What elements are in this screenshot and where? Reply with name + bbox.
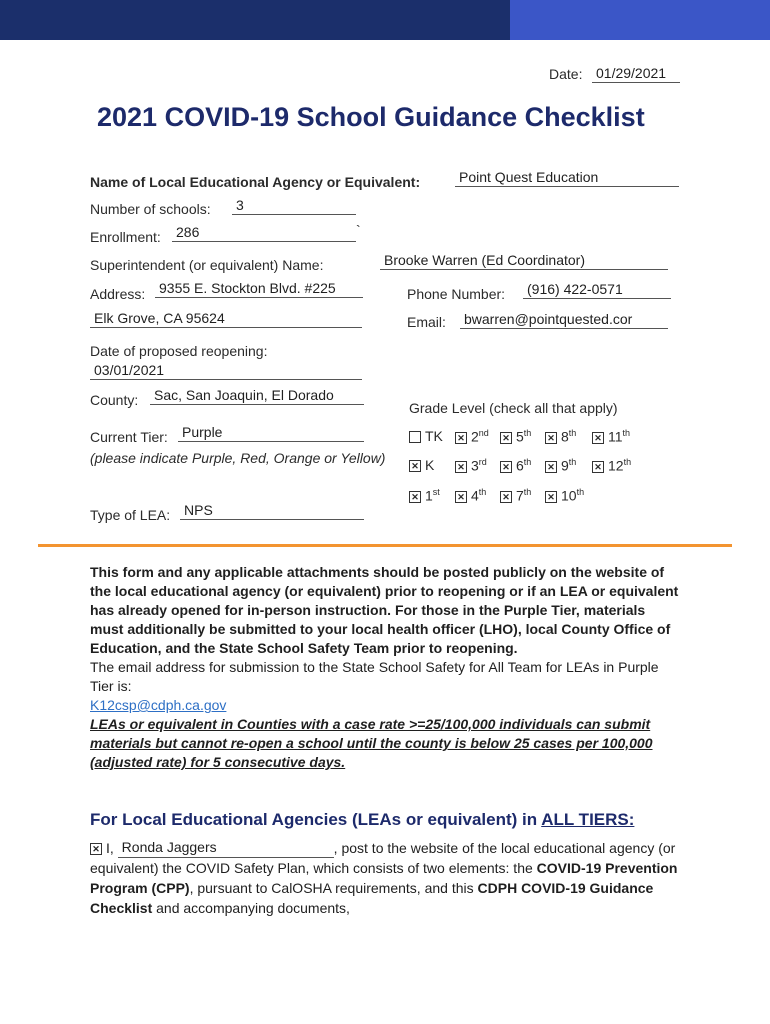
enrollment-label: Enrollment: (90, 229, 161, 245)
section-divider (38, 544, 732, 547)
grade-suffix: th (576, 487, 585, 497)
county-field[interactable]: Sac, San Joaquin, El Dorado (150, 386, 364, 405)
address-line1-field[interactable]: 9355 E. Stockton Blvd. #225 (155, 279, 363, 298)
tier-field[interactable]: Purple (178, 423, 364, 442)
enrollment-trailing: ` (356, 222, 361, 238)
certification-text-1: , post to the website of the local educational agency (or equivalent) the COVID Safety Plan, which consists of two elements: the (90, 840, 676, 876)
grade-label: 9 (561, 457, 569, 474)
grade-label: 5 (516, 428, 524, 445)
grade-label: 12 (608, 457, 624, 474)
grade-level-label: Grade Level (check all that apply) (409, 400, 618, 416)
grade-option[interactable] (500, 428, 531, 445)
grade-suffix: th (623, 457, 632, 467)
grade-option[interactable] (592, 428, 630, 445)
phone-label: Phone Number: (407, 286, 506, 302)
email-label: Email: (407, 314, 446, 330)
lea-type-label: Type of LEA: (90, 507, 171, 523)
email-field[interactable]: bwarren@pointquested.cor (460, 310, 668, 329)
grade-option[interactable] (455, 428, 489, 445)
certification-text-2: , pursuant to CalOSHA requirements, and this (189, 880, 474, 896)
grade-checkbox[interactable]: ✕ (409, 491, 421, 503)
address-label: Address: (90, 286, 146, 302)
grade-suffix: th (523, 487, 532, 497)
reopen-field[interactable]: 03/01/2021 (90, 361, 362, 380)
grade-label: 7 (516, 487, 524, 504)
grade-option[interactable] (455, 457, 487, 474)
date-field[interactable]: 01/29/2021 (592, 64, 680, 83)
phone-field[interactable]: (916) 422-0571 (523, 280, 671, 299)
lea-name-field[interactable]: Point Quest Education (455, 168, 679, 187)
grade-suffix: nd (478, 428, 489, 438)
address-line2-field[interactable]: Elk Grove, CA 95624 (90, 309, 362, 328)
grade-suffix: th (568, 428, 577, 438)
grade-label: 6 (516, 457, 524, 474)
grade-label: 3 (471, 457, 479, 474)
tier-label: Current Tier: (90, 429, 168, 445)
grade-checkbox[interactable]: ✕ (500, 432, 512, 444)
grade-suffix: th (568, 457, 577, 467)
tier-hint: (please indicate Purple, Red, Orange or Yellow) (90, 450, 386, 466)
all-tiers-heading-prefix: For Local Educational Agencies (LEAs or equivalent) in (90, 810, 538, 829)
enrollment-field[interactable]: 286 (172, 223, 356, 242)
grade-checkbox[interactable]: ✕ (545, 432, 557, 444)
grade-option[interactable] (592, 457, 631, 474)
signer-prefix: I, (106, 840, 114, 856)
grade-checkbox[interactable]: ✕ (500, 491, 512, 503)
grade-suffix: th (523, 428, 532, 438)
grade-option[interactable] (545, 457, 576, 474)
grade-option[interactable] (409, 487, 440, 504)
schools-field[interactable]: 3 (232, 196, 356, 215)
top-banner-accent (510, 0, 770, 40)
schools-label: Number of schools: (90, 201, 211, 217)
page-title: 2021 COVID-19 School Guidance Checklist (97, 102, 645, 132)
grade-option[interactable] (409, 428, 443, 444)
county-label: County: (90, 392, 139, 408)
all-tiers-heading (90, 810, 634, 830)
grade-checkbox[interactable]: ✕ (455, 491, 467, 503)
notice-block (90, 563, 680, 772)
grade-checkbox[interactable]: ✕ (500, 461, 512, 473)
grade-option[interactable] (409, 457, 434, 473)
grade-suffix: st (432, 487, 440, 497)
grade-checkbox[interactable]: ✕ (455, 432, 467, 444)
case-rate-warning: LEAs or equivalent in Counties with a case rate >=25/100,000 individuals can submit materials but cannot re-open a school until the county is below 25 cases per 100,000 (adjusted rate) for 5 consecutive days. (90, 716, 653, 770)
grade-option[interactable] (500, 457, 531, 474)
all-tiers-heading-emph: ALL TIERS: (541, 810, 635, 829)
cpp-bold: COVID-19 Prevention Program (CPP) (90, 860, 678, 896)
grade-suffix: th (622, 428, 631, 438)
grade-checkbox[interactable] (409, 431, 421, 443)
grade-label: 4 (471, 487, 479, 504)
grade-label: TK (425, 428, 443, 444)
date-label: Date: (549, 66, 583, 82)
grade-suffix: th (523, 457, 532, 467)
grade-checkbox[interactable]: ✕ (409, 460, 421, 472)
reopen-label: Date of proposed reopening: (90, 343, 268, 359)
grade-label: 8 (561, 428, 569, 445)
certification-text-3: and accompanying documents, (156, 900, 350, 916)
grade-label: 11 (608, 428, 623, 445)
grade-checkbox[interactable]: ✕ (545, 491, 557, 503)
grade-checkbox[interactable]: ✕ (545, 461, 557, 473)
grade-label: 10 (561, 487, 577, 504)
grade-label: 2 (471, 428, 479, 445)
submission-email-link[interactable]: K12csp@cdph.ca.gov (90, 697, 227, 713)
grade-checkbox[interactable]: ✕ (592, 432, 604, 444)
grade-checkbox[interactable]: ✕ (592, 461, 604, 473)
notice-bold-text: This form and any applicable attachments should be posted publicly on the website of the local educational agency (or equivalent) prior to reopening or if an LEA or equivalent has already opened for in-person instruction. For those in the Purple Tier, materials must additionally be submitted to your local health officer (LHO), local County Office of Education, and the State School Safety Team prior to reopening. (90, 564, 679, 656)
grade-suffix: th (478, 487, 487, 497)
grade-suffix: rd (478, 457, 487, 467)
checklist-bold: CDPH COVID-19 Guidance Checklist (90, 880, 654, 916)
grade-label: K (425, 457, 435, 473)
grade-checkbox[interactable]: ✕ (455, 461, 467, 473)
certification-checkbox[interactable]: ✕ (90, 843, 102, 855)
grade-label: 1 (425, 487, 433, 504)
lea-name-label: Name of Local Educational Agency or Equivalent: (90, 174, 421, 190)
grade-option[interactable] (545, 428, 576, 445)
notice-email-intro: The email address for submission to the State School Safety for All Team for LEAs in Purple Tier is: (90, 659, 659, 694)
certification-paragraph (90, 838, 680, 918)
lea-type-field[interactable]: NPS (180, 501, 364, 520)
superintendent-field[interactable]: Brooke Warren (Ed Coordinator) (380, 251, 668, 270)
superintendent-label: Superintendent (or equivalent) Name: (90, 257, 324, 273)
grade-option[interactable] (500, 487, 531, 504)
signer-field[interactable]: Ronda Jaggers (118, 840, 334, 858)
grade-option[interactable] (455, 487, 486, 504)
grade-option[interactable] (545, 487, 584, 504)
